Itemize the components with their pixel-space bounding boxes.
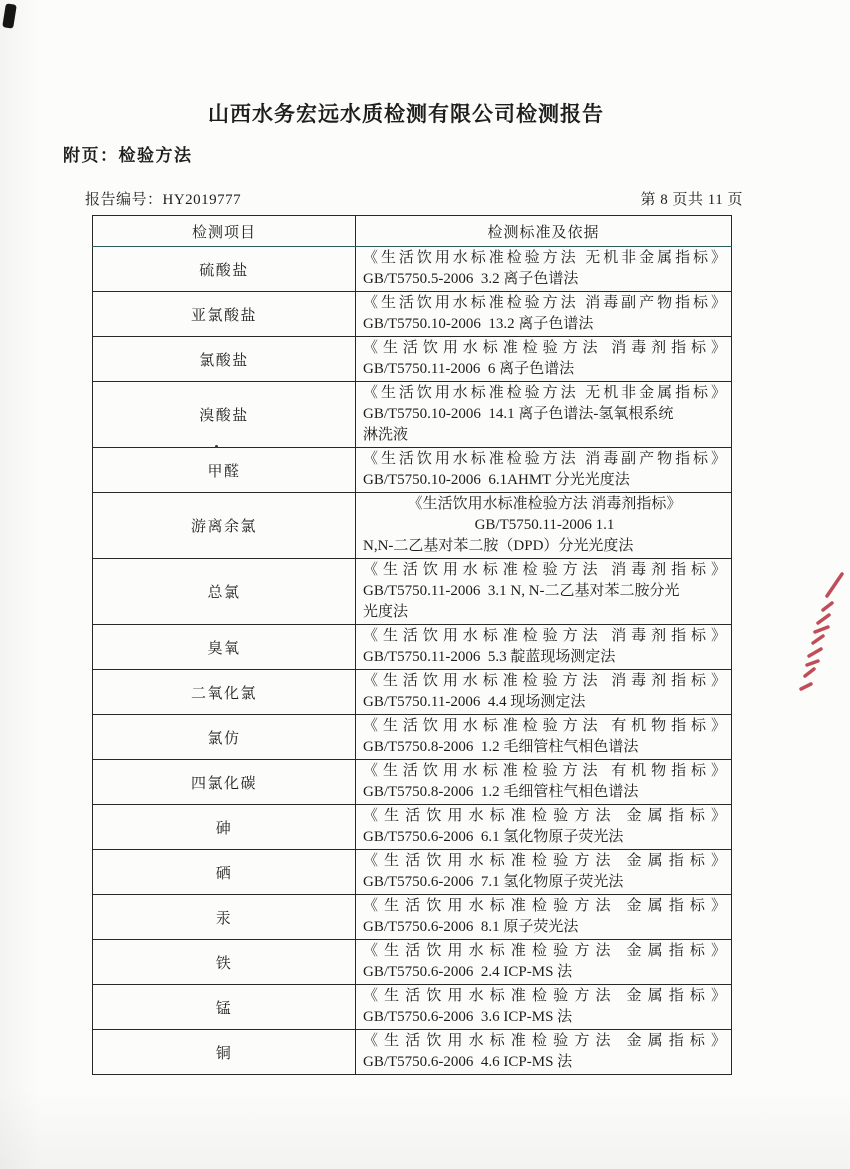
item-name-cell: 溴酸盐: [93, 382, 356, 448]
methods-table-body: [93, 247, 732, 1075]
method-line: GB/T5750.6-2006 2.4 ICP-MS 法: [363, 964, 573, 980]
item-name-cell: 总氯: [93, 559, 356, 625]
method-line: GB/T5750.11-2006 1.1: [474, 517, 615, 533]
page-title: 山西水务宏远水质检测有限公司检测报告: [208, 102, 604, 126]
item-name-cell: 锰: [93, 985, 356, 1030]
method-standard-cell: [356, 895, 732, 940]
method-line: GB/T5750.11-2006 4.4 现场测定法: [363, 694, 586, 710]
method-standard-cell: [356, 940, 732, 985]
table-row: [93, 940, 732, 985]
methods-table: [92, 215, 732, 1075]
item-name-cell: 硒: [93, 850, 356, 895]
table-row: [93, 1030, 732, 1075]
item-name-cell: 二氧化氯: [93, 670, 356, 715]
method-line: GB/T5750.6-2006 3.6 ICP-MS 法: [363, 1009, 573, 1025]
method-line: GB/T5750.6-2006 8.1 原子荧光法: [363, 919, 579, 935]
method-line: 《生活饮用水标准检验方法 消毒剂指标》: [363, 628, 726, 644]
method-standard-cell: [356, 337, 732, 382]
method-line: 《生活饮用水标准检验方法 消毒剂指标》: [407, 496, 682, 512]
method-line: N,N-二乙基对苯二胺（DPD）分光光度法: [363, 538, 634, 554]
method-line: 《生活饮用水标准检验方法 消毒剂指标》: [363, 340, 726, 356]
table-header-row: [93, 216, 732, 247]
appendix-label: 附页：检验方法: [63, 146, 193, 165]
method-line: 《生活饮用水标准检验方法 金属指标》: [363, 943, 726, 959]
item-name-cell: 甲醛: [93, 448, 356, 493]
table-row: [93, 715, 732, 760]
scan-left-shade: [0, 0, 40, 1169]
item-name-cell: 游离余氯: [93, 493, 356, 559]
item-name-cell: 臭氧: [93, 625, 356, 670]
method-line: 《生活饮用水标准检验方法 无机非金属指标》: [363, 385, 726, 401]
method-line: GB/T5750.8-2006 1.2 毛细管柱气相色谱法: [363, 784, 639, 800]
method-line: GB/T5750.11-2006 3.1 N, N-二乙基对苯二胺分光: [363, 583, 680, 599]
method-standard-cell: [356, 850, 732, 895]
page-indicator: 第 8 页共 11 页: [640, 192, 743, 208]
method-standard-cell: [356, 247, 732, 292]
table-row: [93, 760, 732, 805]
item-name-cell: 氯酸盐: [93, 337, 356, 382]
table-row: [93, 247, 732, 292]
method-line: 《生活饮用水标准检验方法 消毒副产物指标》: [363, 451, 726, 467]
method-standard-cell: [356, 670, 732, 715]
method-line: 淋洗液: [363, 427, 409, 443]
method-line: 《生活饮用水标准检验方法 无机非金属指标》: [363, 250, 726, 266]
method-standard-cell: [356, 382, 732, 448]
table-row: [93, 805, 732, 850]
table-row: [93, 559, 732, 625]
header-item-column: 检测项目: [93, 216, 356, 247]
method-line: 《生活饮用水标准检验方法 消毒剂指标》: [363, 562, 726, 578]
method-standard-cell: [356, 805, 732, 850]
item-name-cell: 硫酸盐: [93, 247, 356, 292]
method-line: 《生活饮用水标准检验方法 金属指标》: [363, 988, 726, 1004]
meta-row: [85, 188, 743, 209]
method-standard-cell: [356, 292, 732, 337]
table-row: [93, 850, 732, 895]
header-standard-column: 检测标准及依据: [356, 216, 732, 247]
method-standard-cell: [356, 493, 732, 559]
table-row: [93, 337, 732, 382]
method-line: GB/T5750.8-2006 1.2 毛细管柱气相色谱法: [363, 739, 639, 755]
table-row: [93, 625, 732, 670]
report-number-value: HY2019777: [162, 192, 242, 208]
method-line: GB/T5750.6-2006 4.6 ICP-MS 法: [363, 1054, 573, 1070]
scan-corner-mark: [2, 3, 17, 28]
method-line: GB/T5750.11-2006 6 离子色谱法: [363, 361, 575, 377]
item-name-cell: 四氯化碳: [93, 760, 356, 805]
item-name-cell: 汞: [93, 895, 356, 940]
method-standard-cell: [356, 760, 732, 805]
method-line: 《生活饮用水标准检验方法 金属指标》: [363, 1033, 726, 1049]
method-line: 《生活饮用水标准检验方法 有机物指标》: [363, 763, 726, 779]
method-line: 《生活饮用水标准检验方法 金属指标》: [363, 853, 726, 869]
table-row: [93, 382, 732, 448]
method-line: GB/T5750.6-2006 7.1 氢化物原子荧光法: [363, 874, 624, 890]
method-standard-cell: [356, 625, 732, 670]
table-row: [93, 895, 732, 940]
scan-bottom-shade: [0, 1089, 850, 1169]
method-line: 光度法: [363, 604, 409, 620]
method-line: GB/T5750.6-2006 6.1 氢化物原子荧光法: [363, 829, 624, 845]
method-line: GB/T5750.10-2006 6.1AHMT 分光光度法: [363, 472, 630, 488]
item-name-cell: 铜: [93, 1030, 356, 1075]
report-number-label: 报告编号：: [85, 192, 163, 208]
table-row: [93, 448, 732, 493]
method-line: 《生活饮用水标准检验方法 有机物指标》: [363, 718, 726, 734]
red-stamp-fragment: [793, 570, 849, 712]
method-line: GB/T5750.11-2006 5.3 靛蓝现场测定法: [363, 649, 616, 665]
method-standard-cell: [356, 715, 732, 760]
item-name-cell: 铁: [93, 940, 356, 985]
method-line: 《生活饮用水标准检验方法 消毒剂指标》: [363, 673, 726, 689]
table-row: [93, 985, 732, 1030]
item-name-cell: 氯仿: [93, 715, 356, 760]
method-line: 《生活饮用水标准检验方法 金属指标》: [363, 898, 726, 914]
method-standard-cell: [356, 1030, 732, 1075]
method-line: GB/T5750.10-2006 14.1 离子色谱法-氢氧根系统: [363, 406, 674, 422]
method-line: 《生活饮用水标准检验方法 金属指标》: [363, 808, 726, 824]
item-name-cell: 亚氯酸盐: [93, 292, 356, 337]
table-row: [93, 493, 732, 559]
scan-dot-artifact: [215, 445, 218, 448]
method-standard-cell: [356, 985, 732, 1030]
report-number: [85, 188, 241, 209]
method-standard-cell: [356, 559, 732, 625]
method-line: GB/T5750.5-2006 3.2 离子色谱法: [363, 271, 579, 287]
item-name-cell: 砷: [93, 805, 356, 850]
method-line: GB/T5750.10-2006 13.2 离子色谱法: [363, 316, 594, 332]
table-row: [93, 670, 732, 715]
method-standard-cell: [356, 448, 732, 493]
method-line: 《生活饮用水标准检验方法 消毒副产物指标》: [363, 295, 726, 311]
table-row: [93, 292, 732, 337]
